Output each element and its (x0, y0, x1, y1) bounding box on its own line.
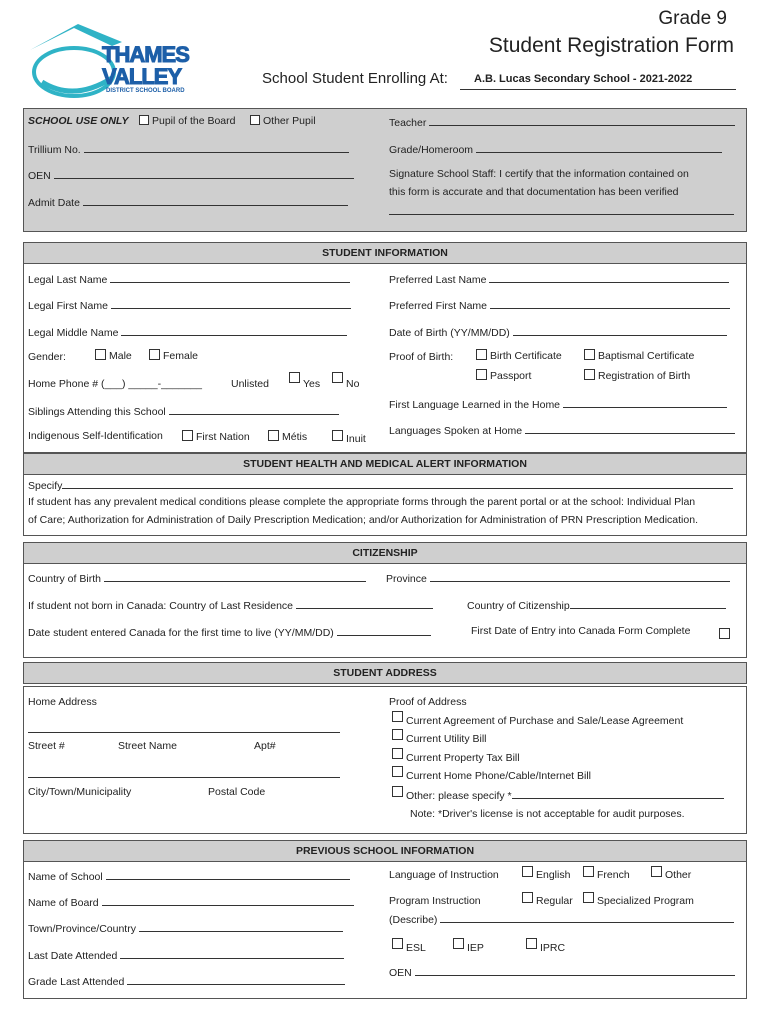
regular-option[interactable] (522, 892, 573, 905)
board-name-field[interactable] (28, 895, 354, 909)
country-birth-label: Country of Birth (28, 573, 101, 585)
preferred-last-field[interactable] (389, 272, 729, 286)
passport-option[interactable] (476, 369, 531, 382)
english-label: English (536, 869, 571, 881)
school-name-field[interactable] (28, 869, 350, 883)
iprc-checkbox[interactable] (526, 938, 537, 949)
first-nation-label: First Nation (196, 431, 250, 443)
describe-field[interactable] (389, 912, 734, 926)
board-name-label: Name of Board (28, 897, 99, 909)
city-label: City/Town/Municipality (28, 786, 132, 798)
language-instruction-label: Language of Instruction (389, 869, 499, 881)
iep-option[interactable] (453, 938, 484, 954)
other-pupil-checkbox[interactable] (250, 115, 260, 125)
health-band: STUDENT HEALTH AND MEDICAL ALERT INFORMATION (23, 453, 747, 475)
grade-homeroom-field[interactable] (389, 142, 722, 156)
previous-band: PREVIOUS SCHOOL INFORMATION (23, 840, 747, 862)
province-label: Province (386, 573, 427, 585)
unlisted-no-label: No (346, 378, 360, 390)
pupil-board-label: Pupil of the Board (152, 115, 236, 127)
form-title: Student Registration Form (488, 34, 734, 57)
last-date-field[interactable] (28, 948, 344, 962)
registration-birth-option[interactable] (584, 369, 690, 382)
describe-label: (Describe) (389, 914, 438, 926)
trillium-field[interactable] (28, 142, 349, 156)
trillium-label: Trillium No. (28, 144, 81, 156)
baptismal-checkbox[interactable] (584, 349, 595, 360)
admit-date-field[interactable] (28, 195, 348, 209)
preferred-first-field[interactable] (389, 298, 730, 312)
dob-field[interactable] (389, 325, 727, 339)
proof-opt1-checkbox[interactable] (392, 711, 403, 722)
first-nation-checkbox[interactable] (182, 430, 193, 441)
registration-birth-checkbox[interactable] (584, 369, 595, 380)
specialized-checkbox[interactable] (583, 892, 594, 903)
home-address-label: Home Address (28, 696, 97, 708)
health-note-line1: If student has any prevalent medical conditions please complete the appropriate forms through the parent portal or at the school: Individual Plan (28, 496, 696, 508)
french-option[interactable] (583, 866, 630, 879)
student-info-band: STUDENT INFORMATION (23, 242, 747, 264)
pupil-board-checkbox[interactable] (139, 115, 149, 125)
signature-line2: this form is accurate and that documentation has been verified (389, 186, 679, 198)
health-specify-label: Specify (28, 480, 63, 492)
proof-opt3-checkbox[interactable] (392, 748, 403, 759)
last-residence-label: If student not born in Canada: Country of Last Residence (28, 600, 293, 612)
unlisted-no-option[interactable] (332, 372, 360, 390)
teacher-field[interactable] (389, 115, 735, 129)
female-checkbox[interactable] (149, 349, 160, 360)
proof-opt4-label: Current Home Phone/Cable/Internet Bill (406, 770, 592, 782)
town-label: Town/Province/Country (28, 923, 136, 935)
school-use-title: SCHOOL USE ONLY (28, 115, 129, 127)
proof-address-label: Proof of Address (389, 696, 467, 708)
male-label: Male (109, 350, 132, 362)
unlisted-label: Unlisted (231, 378, 269, 390)
proof-opt2-checkbox[interactable] (392, 729, 403, 740)
passport-checkbox[interactable] (476, 369, 487, 380)
date-entered-label: Date student entered Canada for the first time to live (YY/MM/DD) (28, 627, 334, 639)
street-name-label: Street Name (118, 740, 177, 752)
esl-checkbox[interactable] (392, 938, 403, 949)
teacher-label: Teacher (389, 117, 427, 129)
enrolling-school-field[interactable] (460, 70, 736, 90)
health-specify-field[interactable] (28, 478, 733, 492)
passport-label: Passport (490, 370, 532, 382)
baptismal-label: Baptismal Certificate (598, 350, 695, 362)
last-residence-field[interactable] (28, 598, 433, 612)
preferred-first-label: Preferred First Name (389, 300, 488, 312)
inuit-checkbox[interactable] (332, 430, 343, 441)
oen-staff-label: OEN (28, 170, 51, 182)
male-checkbox[interactable] (95, 349, 106, 360)
first-entry-form-label: First Date of Entry into Canada Form Complete (471, 625, 691, 637)
proof-opt5-option[interactable] (392, 785, 724, 802)
legal-middle-field[interactable] (28, 325, 347, 339)
legal-last-label: Legal Last Name (28, 274, 108, 286)
address-band: STUDENT ADDRESS (23, 662, 747, 684)
last-date-label: Last Date Attended (28, 950, 118, 962)
prev-oen-label: OEN (389, 967, 412, 979)
female-option[interactable] (149, 349, 198, 362)
english-checkbox[interactable] (522, 866, 533, 877)
postal-label: Postal Code (208, 786, 266, 798)
male-option[interactable] (95, 349, 132, 362)
proof-opt2-label: Current Utility Bill (406, 733, 487, 745)
proof-opt4-option[interactable] (392, 766, 592, 782)
esl-option[interactable] (392, 938, 426, 954)
proof-opt5-label: Other: please specify * (406, 790, 512, 802)
date-entered-field[interactable] (28, 625, 431, 639)
country-citizenship-label: Country of Citizenship (467, 600, 570, 612)
siblings-field[interactable] (28, 404, 339, 418)
gender-label: Gender: (28, 351, 66, 363)
metis-label: Métis (282, 431, 308, 443)
regular-label: Regular (536, 895, 573, 907)
prev-oen-field[interactable] (389, 965, 735, 979)
other-lang-option[interactable] (651, 866, 691, 879)
program-instruction-label: Program Instruction (389, 895, 481, 907)
metis-option[interactable] (268, 430, 307, 443)
town-field[interactable] (28, 921, 343, 935)
signature-field[interactable] (389, 204, 734, 218)
proof-opt3-option[interactable] (392, 748, 520, 764)
unlisted-yes-label: Yes (303, 378, 321, 390)
grade-last-field[interactable] (28, 974, 345, 988)
preferred-last-label: Preferred Last Name (389, 274, 487, 286)
grade-homeroom-label: Grade/Homeroom (389, 144, 474, 156)
street-no-label: Street # (28, 740, 65, 752)
siblings-label: Siblings Attending this School (28, 406, 166, 418)
iprc-option[interactable] (526, 938, 566, 954)
unlisted-yes-checkbox[interactable] (289, 372, 300, 383)
enrolling-school-value: A.B. Lucas Secondary School - 2021-2022 (474, 73, 693, 85)
esl-label: ESL (406, 942, 426, 954)
iep-checkbox[interactable] (453, 938, 464, 949)
first-language-label: First Language Learned in the Home (389, 399, 561, 411)
proof-opt1-option[interactable] (392, 711, 684, 727)
unlisted-no-checkbox[interactable] (332, 372, 343, 383)
proof-opt3-label: Current Property Tax Bill (406, 752, 520, 764)
baptismal-option[interactable] (584, 349, 694, 362)
proof-opt5-checkbox[interactable] (392, 786, 403, 797)
health-note-line2: of Care; Authorization for Administration of Daily Prescription Medication; and/or Authorization for Administration of PRN Prescription Medication. (28, 514, 698, 526)
grade-heading: Grade 9 (658, 8, 727, 29)
languages-spoken-label: Languages Spoken at Home (389, 425, 523, 437)
proof-note: Note: *Driver's license is not acceptable for audit purposes. (410, 808, 685, 820)
indigenous-label: Indigenous Self-Identification (28, 430, 163, 442)
inuit-label: Inuit (346, 433, 366, 445)
languages-spoken-field[interactable] (389, 423, 735, 437)
legal-middle-label: Legal Middle Name (28, 327, 119, 339)
street-line[interactable] (28, 722, 340, 736)
other-lang-checkbox[interactable] (651, 866, 662, 877)
specialized-option[interactable] (583, 892, 694, 905)
province-field[interactable] (386, 571, 730, 585)
proof-birth-label: Proof of Birth: (389, 351, 454, 363)
iprc-label: IPRC (540, 942, 566, 954)
birth-cert-option[interactable] (476, 349, 562, 362)
apt-label: Apt# (254, 740, 276, 752)
metis-checkbox[interactable] (268, 430, 279, 441)
grade-last-label: Grade Last Attended (28, 976, 125, 988)
logo-text-valley: VALLEY (102, 64, 182, 89)
specialized-label: Specialized Program (597, 895, 694, 907)
country-citizenship-field[interactable] (467, 598, 726, 612)
city-line[interactable] (28, 767, 340, 781)
signature-line1: Signature School Staff: I certify that the information contained on (389, 168, 689, 180)
unlisted-yes-option[interactable] (289, 372, 321, 390)
oen-staff-field[interactable] (28, 168, 354, 182)
country-birth-field[interactable] (28, 571, 366, 585)
logo-text-dsb: DISTRICT SCHOOL BOARD (106, 88, 185, 94)
first-language-field[interactable] (389, 397, 727, 411)
citizenship-band: CITIZENSHIP (23, 542, 747, 564)
proof-opt4-checkbox[interactable] (392, 766, 403, 777)
logo-text-thames: THAMES (102, 42, 189, 67)
other-pupil-label: Other Pupil (263, 115, 316, 127)
other-pupil-option[interactable] (250, 115, 316, 127)
school-name-label: Name of School (28, 871, 103, 883)
french-label: French (597, 869, 630, 881)
iep-label: IEP (467, 942, 484, 954)
legal-first-field[interactable] (28, 298, 351, 312)
legal-first-label: Legal First Name (28, 300, 108, 312)
french-checkbox[interactable] (583, 866, 594, 877)
proof-opt1-label: Current Agreement of Purchase and Sale/Lease Agreement (406, 715, 684, 727)
legal-last-field[interactable] (28, 272, 350, 286)
dob-label: Date of Birth (YY/MM/DD) (389, 327, 510, 339)
registration-birth-label: Registration of Birth (598, 370, 691, 382)
pupil-board-option[interactable] (139, 115, 235, 127)
proof-opt2-option[interactable] (392, 729, 487, 745)
birth-cert-label: Birth Certificate (490, 350, 562, 362)
regular-checkbox[interactable] (522, 892, 533, 903)
english-option[interactable] (522, 866, 570, 879)
first-entry-form-checkbox[interactable] (719, 628, 730, 639)
first-nation-option[interactable] (182, 430, 250, 443)
enrolling-label: School Student Enrolling At: (262, 70, 448, 87)
female-label: Female (163, 350, 199, 362)
tvdsb-logo (22, 20, 212, 102)
inuit-option[interactable] (332, 430, 366, 443)
home-phone-field[interactable]: Home Phone # (___) _____-_______ (28, 378, 202, 390)
other-lang-label: Other (665, 869, 692, 881)
admit-date-label: Admit Date (28, 197, 80, 209)
birth-cert-checkbox[interactable] (476, 349, 487, 360)
